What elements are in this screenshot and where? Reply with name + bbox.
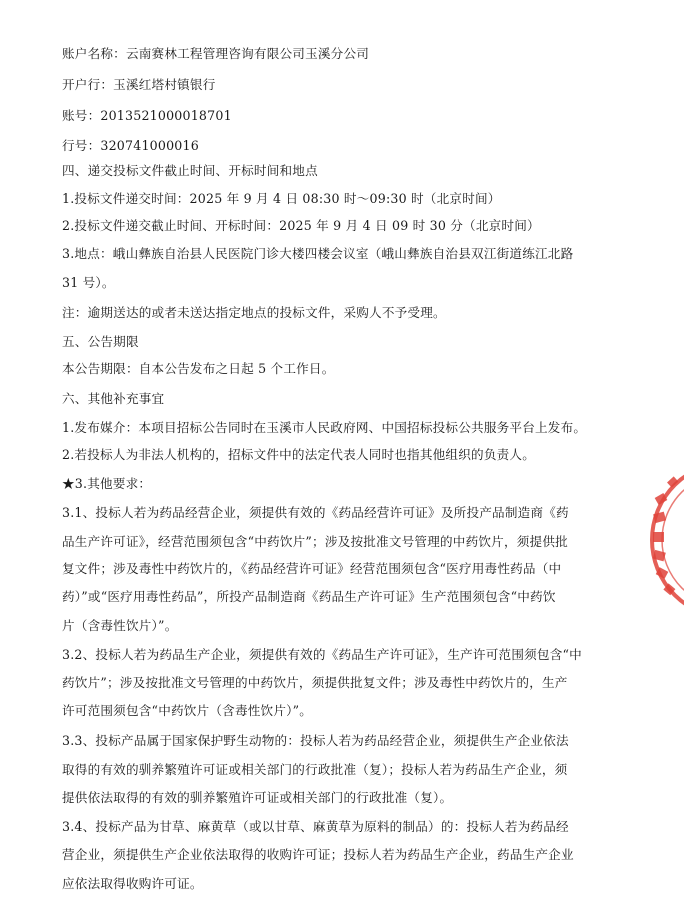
- req34-line-1: 3.4、投标产品为甘草、麻黄草（或以甘草、麻黄草为原料的制品）的：投标人若为药品经: [62, 819, 569, 834]
- section6-p3: ★3.其他要求：: [62, 476, 152, 491]
- account-number: 账号：2013521000018701: [62, 108, 232, 123]
- account-bank: 开户行：玉溪红塔村镇银行: [62, 77, 216, 92]
- section4-item-3-cont: 31 号）。: [62, 275, 115, 290]
- req33-line-2: 取得的有效的驯养繁殖许可证或相关部门的行政批准（复）；投标人若为药品生产企业，须: [62, 762, 568, 777]
- req31-line-3: 复文件；涉及毒性中药饮片的，《药品经营许可证》经营范围须包含“医疗用毒性药品（中: [62, 561, 562, 576]
- section4-item-3: 3.地点：峨山彝族自治县人民医院门诊大楼四楼会议室（峨山彝族自治县双江街道练江北路: [62, 246, 574, 261]
- req32-line-1: 3.2、投标人若为药品生产企业，须提供有效的《药品生产许可证》，生产许可范围须包含“中: [62, 647, 582, 662]
- section4-item-2: 2.投标文件递交截止时间、开标时间：2025 年 9 月 4 日 09 时 30 分（北京时间）: [62, 218, 540, 233]
- section6-heading: 六、其他补充事宜: [62, 391, 165, 406]
- section5-heading: 五、公告期限: [62, 334, 139, 349]
- req31-line-2: 品生产许可证》，经营范围须包含“中药饮片”；涉及按批准文号管理的中药饮片，须提供批: [62, 534, 568, 549]
- section6-p1: 1.发布媒介：本项目招标公告同时在玉溪市人民政府网、中国招标投标公共服务平台上发布。: [62, 420, 587, 435]
- req32-line-2: 药饮片”；涉及按批准文号管理的中药饮片，须提供批复文件；涉及毒性中药饮片的，生产: [62, 675, 568, 690]
- req31-line-5: 片（含毒性饮片）”。: [62, 618, 178, 633]
- section4-item-1: 1.投标文件递交时间：2025 年 9 月 4 日 08:30 时～09:30 时（北京时间）: [62, 191, 501, 206]
- req32-line-3: 许可范围须包含“中药饮片（含毒性饮片）”。: [62, 703, 313, 718]
- req31-line-4: 药）”或“医疗用毒性药品”，所投产品制造商《药品生产许可证》生产范围须包含“中药饮: [62, 589, 556, 604]
- req33-line-3: 提供依法取得的有效的驯养繁殖许可证或相关部门的行政批准（复）。: [62, 790, 453, 805]
- section5-text: 本公告期限：自本公告发布之日起 5 个工作日。: [62, 361, 335, 376]
- req31-line-1: 3.1、投标人若为药品经营企业，须提供有效的《药品经营许可证》及所投产品制造商《药: [62, 505, 569, 520]
- req34-line-2: 营企业，须提供生产企业依法取得的收购许可证；投标人若为药品生产企业，药品生产企业: [62, 847, 574, 862]
- bank-code: 行号：320741000016: [62, 138, 199, 153]
- company-seal: [640, 455, 684, 635]
- section4-note: 注：逾期送达的或者未送达指定地点的投标文件，采购人不予受理。: [62, 305, 446, 320]
- section4-heading: 四、递交投标文件截止时间、开标时间和地点: [62, 163, 318, 178]
- req33-line-1: 3.3、投标产品属于国家保护野生动物的：投标人若为药品经营企业，须提供生产企业依法: [62, 733, 569, 748]
- req34-line-3: 应依法取得收购许可证。: [62, 876, 203, 891]
- section6-p2: 2.若投标人为非法人机构的，招标文件中的法定代表人同时也指其他组织的负责人。: [62, 447, 535, 462]
- account-name: 账户名称：云南赛林工程管理咨询有限公司玉溪分公司: [62, 46, 370, 61]
